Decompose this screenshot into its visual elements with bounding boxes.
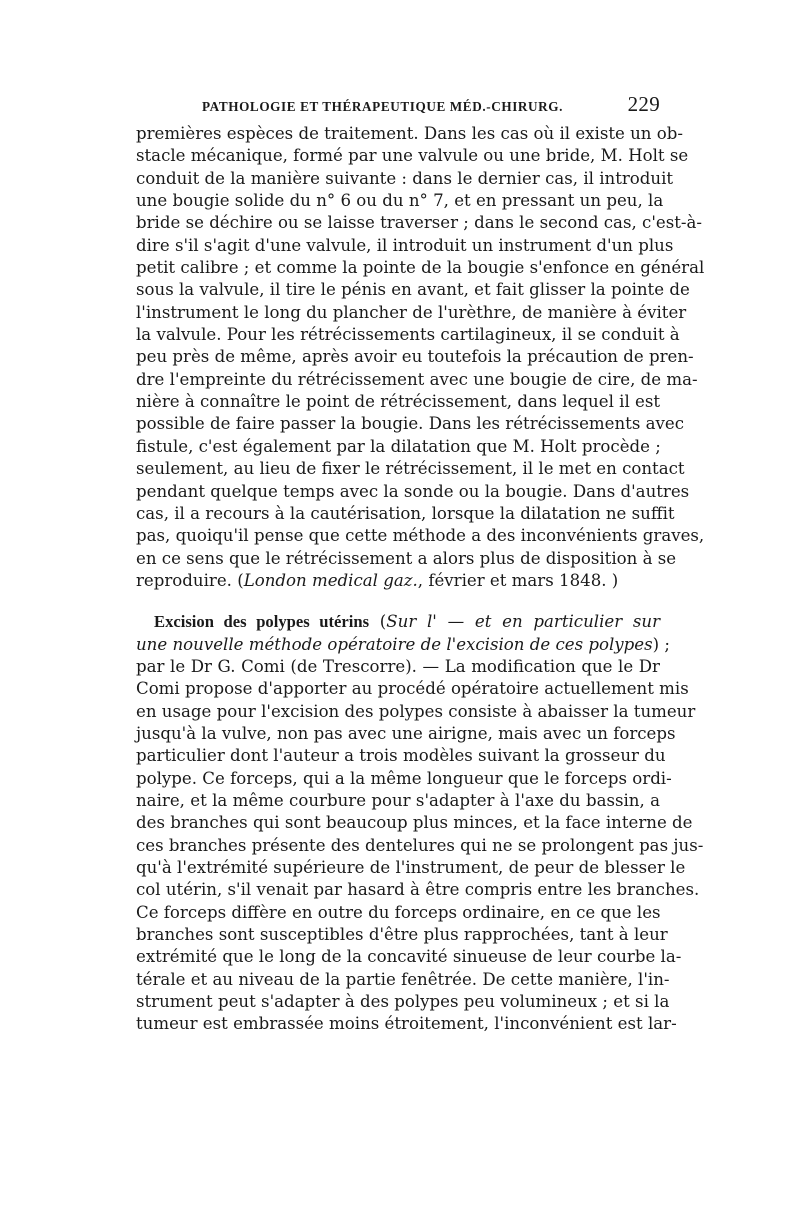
text-line: extrémité que le long de la concavité sinueuse de leur courbe la- [136,947,682,967]
page-number: 229 [627,92,660,116]
section-heading: Excision des polypes utérins [154,612,370,632]
text-line: qu'à l'extrémité supérieure de l'instrument, de peur de blesser le [136,858,686,877]
text-line: des branches qui sont beaucoup plus minces, et la face interne de [136,813,693,833]
text-line: une bougie solide du n° 6 ou du n° 7, et en pressant un peu, la [136,191,664,211]
text-line: dire s'il s'agit d'une valvule, il introduit un instrument d'un plus [136,235,674,255]
citation-journal: London medical gaz. [243,570,418,590]
text-line-citation [136,570,660,592]
text-line: térale et au niveau de la partie fenêtrée. De cette manière, l'in- [136,969,670,989]
book-page [136,92,705,1036]
running-head [202,92,660,117]
citation-prefix: reproduire. ( [136,570,244,590]
text-line: col utérin, s'il venait par hasard à être compris entre les branches. [136,880,700,900]
text-line: particulier dont l'auteur a trois modèles suivant la grosseur du [136,746,666,766]
author-line: par le Dr G. Comi (de Trescorre). — La modification que le Dr [136,656,660,676]
heading-paren-close: ) ; [652,634,670,654]
text-line: fistule, c'est également par la dilatation que M. Holt procède ; [136,436,661,456]
text-line: dre l'empreinte du rétrécissement avec une bougie de cire, de ma- [136,369,698,389]
text-line: Comi propose d'apporter au procédé opératoire actuellement mis [136,679,689,699]
text-line: pendant quelque temps avec la sonde ou la bougie. Dans d'autres [136,481,690,501]
text-line: en ce sens que le rétrécissement a alors plus de disposition à se [136,548,677,568]
text-line: stacle mécanique, formé par une valvule ou une bride, M. Holt se [136,146,689,166]
text-line: sous la valvule, il tire le pénis en avant, et fait glisser la pointe de [136,280,690,300]
text-line: petit calibre ; et comme la pointe de la bougie s'enfonce en général [136,258,705,278]
text-line: strument peut s'adapter à des polypes peu volumineux ; et si la [136,992,670,1012]
section-heading-line [136,611,660,633]
text-line: nière à connaître le point de rétrécissement, dans lequel il est [136,392,661,412]
text-line: la valvule. Pour les rétrécissements cartilagineux, il se conduit à [136,325,680,345]
text-line: conduit de la manière suivante : dans le dernier cas, il introduit [136,168,674,188]
text-line: polype. Ce forceps, qui a la même longueur que le forceps ordi- [136,768,672,788]
text-line: bride se déchire ou se laisse traverser ; dans le second cas, c'est-à- [136,213,702,233]
heading-subtitle-line [136,634,670,656]
paragraph-urethral-strictures [136,123,705,592]
text-line: branches sont susceptibles d'être plus rapprochées, tant à leur [136,925,668,945]
paragraph-gap [136,592,660,611]
heading-paren: ( [369,612,387,632]
text-line: naire, et la même courbure pour s'adapter à l'axe du bassin, a [136,790,660,810]
text-line: premières espèces de traitement. Dans les cas où il existe un ob- [136,124,683,143]
text-line: tumeur est embrassée moins étroitement, l'inconvénient est lar- [136,1014,677,1034]
text-line: peu près de même, après avoir eu toutefois la précaution de pren- [136,347,694,367]
text-line: en usage pour l'excision des polypes consiste à abaisser la tumeur [136,701,696,721]
heading-subtitle-cont: une nouvelle méthode opératoire de l'excision de ces polypes [136,634,653,654]
text-line: cas, il a recours à la cautérisation, lorsque la dilatation ne suffit [136,503,675,523]
text-line: seulement, au lieu de fixer le rétrécissement, il le met en contact [136,459,685,479]
text-line: ces branches présente des dentelures qui ne se prolongent pas jus- [136,835,704,855]
heading-subtitle: Sur l' — et en particulier sur [386,612,661,632]
paragraph-uterine-polyps [136,611,704,1036]
text-line: l'instrument le long du plancher de l'urèthre, de manière à éviter [136,302,687,322]
text-line: possible de faire passer la bougie. Dans les rétrécissements avec [136,414,685,434]
text-line: jusqu'à la vulve, non pas avec une airigne, mais avec un forceps [136,723,676,743]
citation-date: , février et mars 1848. ) [417,570,619,590]
text-line: Ce forceps diffère en outre du forceps ordinaire, en ce que les [136,902,661,922]
running-title: PATHOLOGIE ET THÉRAPEUTIQUE MÉD.-CHIRURG. [202,99,564,114]
text-line: pas, quoiqu'il pense que cette méthode a des inconvénients graves, [136,526,705,546]
